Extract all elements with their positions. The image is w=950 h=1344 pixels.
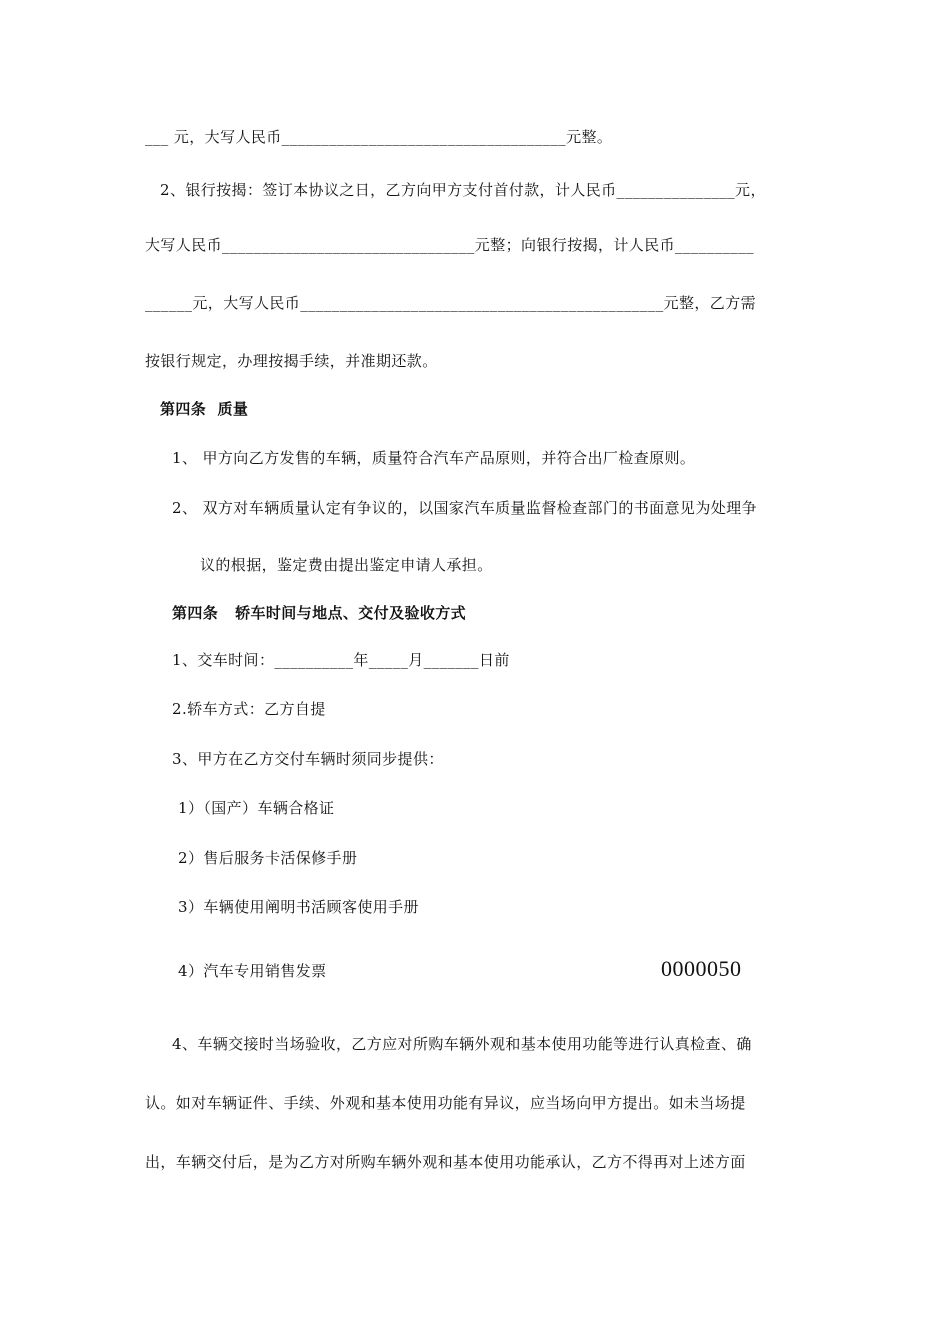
text-line: ______元，大写人民币______________________________________________元整，乙方需 xyxy=(145,294,757,312)
section-heading: 第四条 轿车时间与地点、交付及验收方式 xyxy=(172,604,467,622)
text-line: 2、银行按揭：签订本协议之日，乙方向甲方支付首付款，计人民币_______________元， xyxy=(160,181,766,199)
text-line: 1、 甲方向乙方发售的车辆，质量符合汽车产品原则，并符合出厂检查原则。 xyxy=(172,449,696,467)
text-line: 4、车辆交接时当场验收，乙方应对所购车辆外观和基本使用功能等进行认真检查、确 xyxy=(172,1035,752,1053)
text-line: 按银行规定，办理按揭手续，并准期还款。 xyxy=(145,352,438,370)
text-line: 2.轿车方式：乙方自提 xyxy=(172,700,326,718)
text-line: 2、 双方对车辆质量认定有争议的，以国家汽车质量监督检查部门的书面意见为处理争 xyxy=(172,499,757,517)
text-line: 议的根据，鉴定费由提出鉴定申请人承担。 xyxy=(200,556,493,574)
text-line: 大写人民币________________________________元整；向银行按揭，计人民币__________ xyxy=(145,236,755,254)
document-number: 0000050 xyxy=(661,956,742,981)
text-line: 3、甲方在乙方交付车辆时须同步提供： xyxy=(172,750,444,768)
list-item: 4）汽车专用销售发票 xyxy=(178,962,327,980)
section-heading: 第四条 质量 xyxy=(160,400,249,418)
text-line: ___ 元，大写人民币____________________________________元整。 xyxy=(145,128,613,146)
text-line: 认。如对车辆证件、手续、外观和基本使用功能有异议，应当场向甲方提出。如未当场提 xyxy=(145,1094,746,1112)
list-item: 2）售后服务卡活保修手册 xyxy=(178,849,358,867)
text-line: 出，车辆交付后，是为乙方对所购车辆外观和基本使用功能承认，乙方不得再对上述方面 xyxy=(145,1153,746,1171)
text-line: 1、交车时间：__________年_____月_______日前 xyxy=(172,651,510,669)
list-item: 1）（国产）车辆合格证 xyxy=(178,799,335,817)
list-item: 3）车辆使用阐明书活顾客使用手册 xyxy=(178,898,419,916)
